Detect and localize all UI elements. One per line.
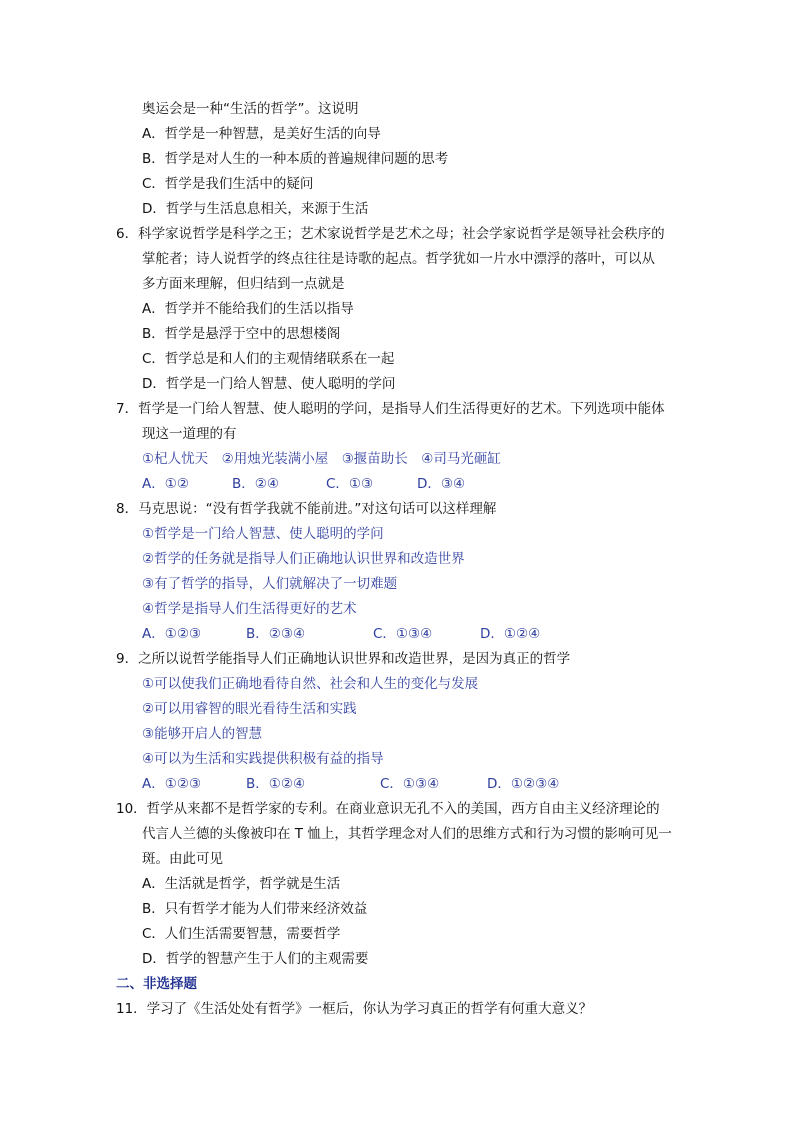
q9-stem: 9．之所以说哲学能指导人们正确地认识世界和改造世界，是因为真正的哲学: [116, 651, 571, 667]
q9-item-2: ②可以用睿智的眼光看待生活和实践: [142, 701, 357, 717]
q8-item-2: ②哲学的任务就是指导人们正确地认识世界和改造世界: [142, 551, 465, 567]
q8-choices: [0, 622, 794, 647]
q8-item-3: ③有了哲学的指导，人们就解决了一切难题: [142, 576, 398, 592]
q5-option-d: D．哲学与生活息息相关，来源于生活: [142, 201, 369, 217]
q8-item-4: ④哲学是指导人们生活得更好的艺术: [142, 601, 357, 617]
q7-choices: [0, 472, 794, 497]
q9-choices: [0, 772, 794, 797]
q10-option-a: A．生活就是哲学，哲学就是生活: [142, 876, 341, 892]
section-heading: 二、非选择题: [116, 976, 197, 992]
q7-choice-c: C．①③: [326, 476, 374, 492]
q6-stem-line-3: 多方面来理解，但归结到一点就是: [142, 276, 345, 292]
q5-stem: 奥运会是一种“生活的哲学”。这说明: [142, 101, 359, 117]
q7-stem-line-1: 7．哲学是一门给人智慧、使人聪明的学问，是指导人们生活得更好的艺术。下列选项中能体: [116, 401, 665, 417]
q10-option-b: B．只有哲学才能为人们带来经济效益: [142, 901, 368, 917]
q6-stem-line-2: 掌舵者；诗人说哲学的终点往往是诗歌的起点。哲学犹如一片水中漂浮的落叶，可以从: [142, 251, 655, 267]
q9-choice-c: C．①③④: [380, 776, 440, 792]
q9-item-3: ③能够开启人的智慧: [142, 726, 263, 742]
q9-choice-a: A．①②③: [142, 776, 202, 792]
q10-stem-line-1: 10．哲学从来都不是哲学家的专利。在商业意识无孔不入的美国，西方自由主义经济理论的: [116, 801, 660, 817]
q10-option-d: D．哲学的智慧产生于人们的主观需要: [142, 951, 369, 967]
q5-option-b: B．哲学是对人生的一种本质的普遍规律问题的思考: [142, 151, 449, 167]
q5-option-c: C．哲学是我们生活中的疑问: [142, 176, 314, 192]
q6-option-a: A．哲学并不能给我们的生活以指导: [142, 301, 354, 317]
q8-stem: 8．马克思说：“没有哲学我就不能前进。”对这句话可以这样理解: [116, 501, 497, 517]
q5-option-a: A．哲学是一种智慧，是美好生活的向导: [142, 126, 381, 142]
q9-item-4: ④可以为生活和实践提供积极有益的指导: [142, 751, 384, 767]
q7-items: ①杞人忧天 ②用烛光装满小屋 ③揠苗助长 ④司马光砸缸: [142, 451, 501, 467]
q7-choice-d: D．③④: [417, 476, 466, 492]
q7-choice-a: A．①②: [142, 476, 189, 492]
q10-option-c: C．人们生活需要智慧，需要哲学: [142, 926, 341, 942]
q6-option-b: B．哲学是悬浮于空中的思想楼阁: [142, 326, 341, 342]
q6-stem-line-1: 6．科学家说哲学是科学之王；艺术家说哲学是艺术之母；社会学家说哲学是领导社会秩序的: [116, 226, 665, 242]
q7-stem-line-2: 现这一道理的有: [142, 426, 237, 442]
q9-item-1: ①可以使我们正确地看待自然、社会和人生的变化与发展: [142, 676, 479, 692]
q11-stem: 11．学习了《生活处处有哲学》一框后，你认为学习真正的哲学有何重大意义？: [116, 1001, 593, 1017]
q6-option-c: C．哲学总是和人们的主观情绪联系在一起: [142, 351, 395, 367]
q8-choice-b: B．②③④: [246, 626, 306, 642]
q9-choice-b: B．①②④: [246, 776, 306, 792]
q8-choice-a: A．①②③: [142, 626, 202, 642]
q8-choice-d: D．①②④: [480, 626, 541, 642]
q10-stem-line-3: 斑。由此可见: [142, 851, 223, 867]
q6-option-d: D．哲学是一门给人智慧、使人聪明的学问: [142, 376, 396, 392]
q9-choice-d: D．①②③④: [487, 776, 560, 792]
q8-choice-c: C．①③④: [373, 626, 433, 642]
q8-item-1: ①哲学是一门给人智慧、使人聪明的学问: [142, 526, 384, 542]
q10-stem-line-2: 代言人兰德的头像被印在 T 恤上，其哲学理念对人们的思维方式和行为习惯的影响可见一: [142, 826, 672, 842]
q7-choice-b: B．②④: [232, 476, 279, 492]
